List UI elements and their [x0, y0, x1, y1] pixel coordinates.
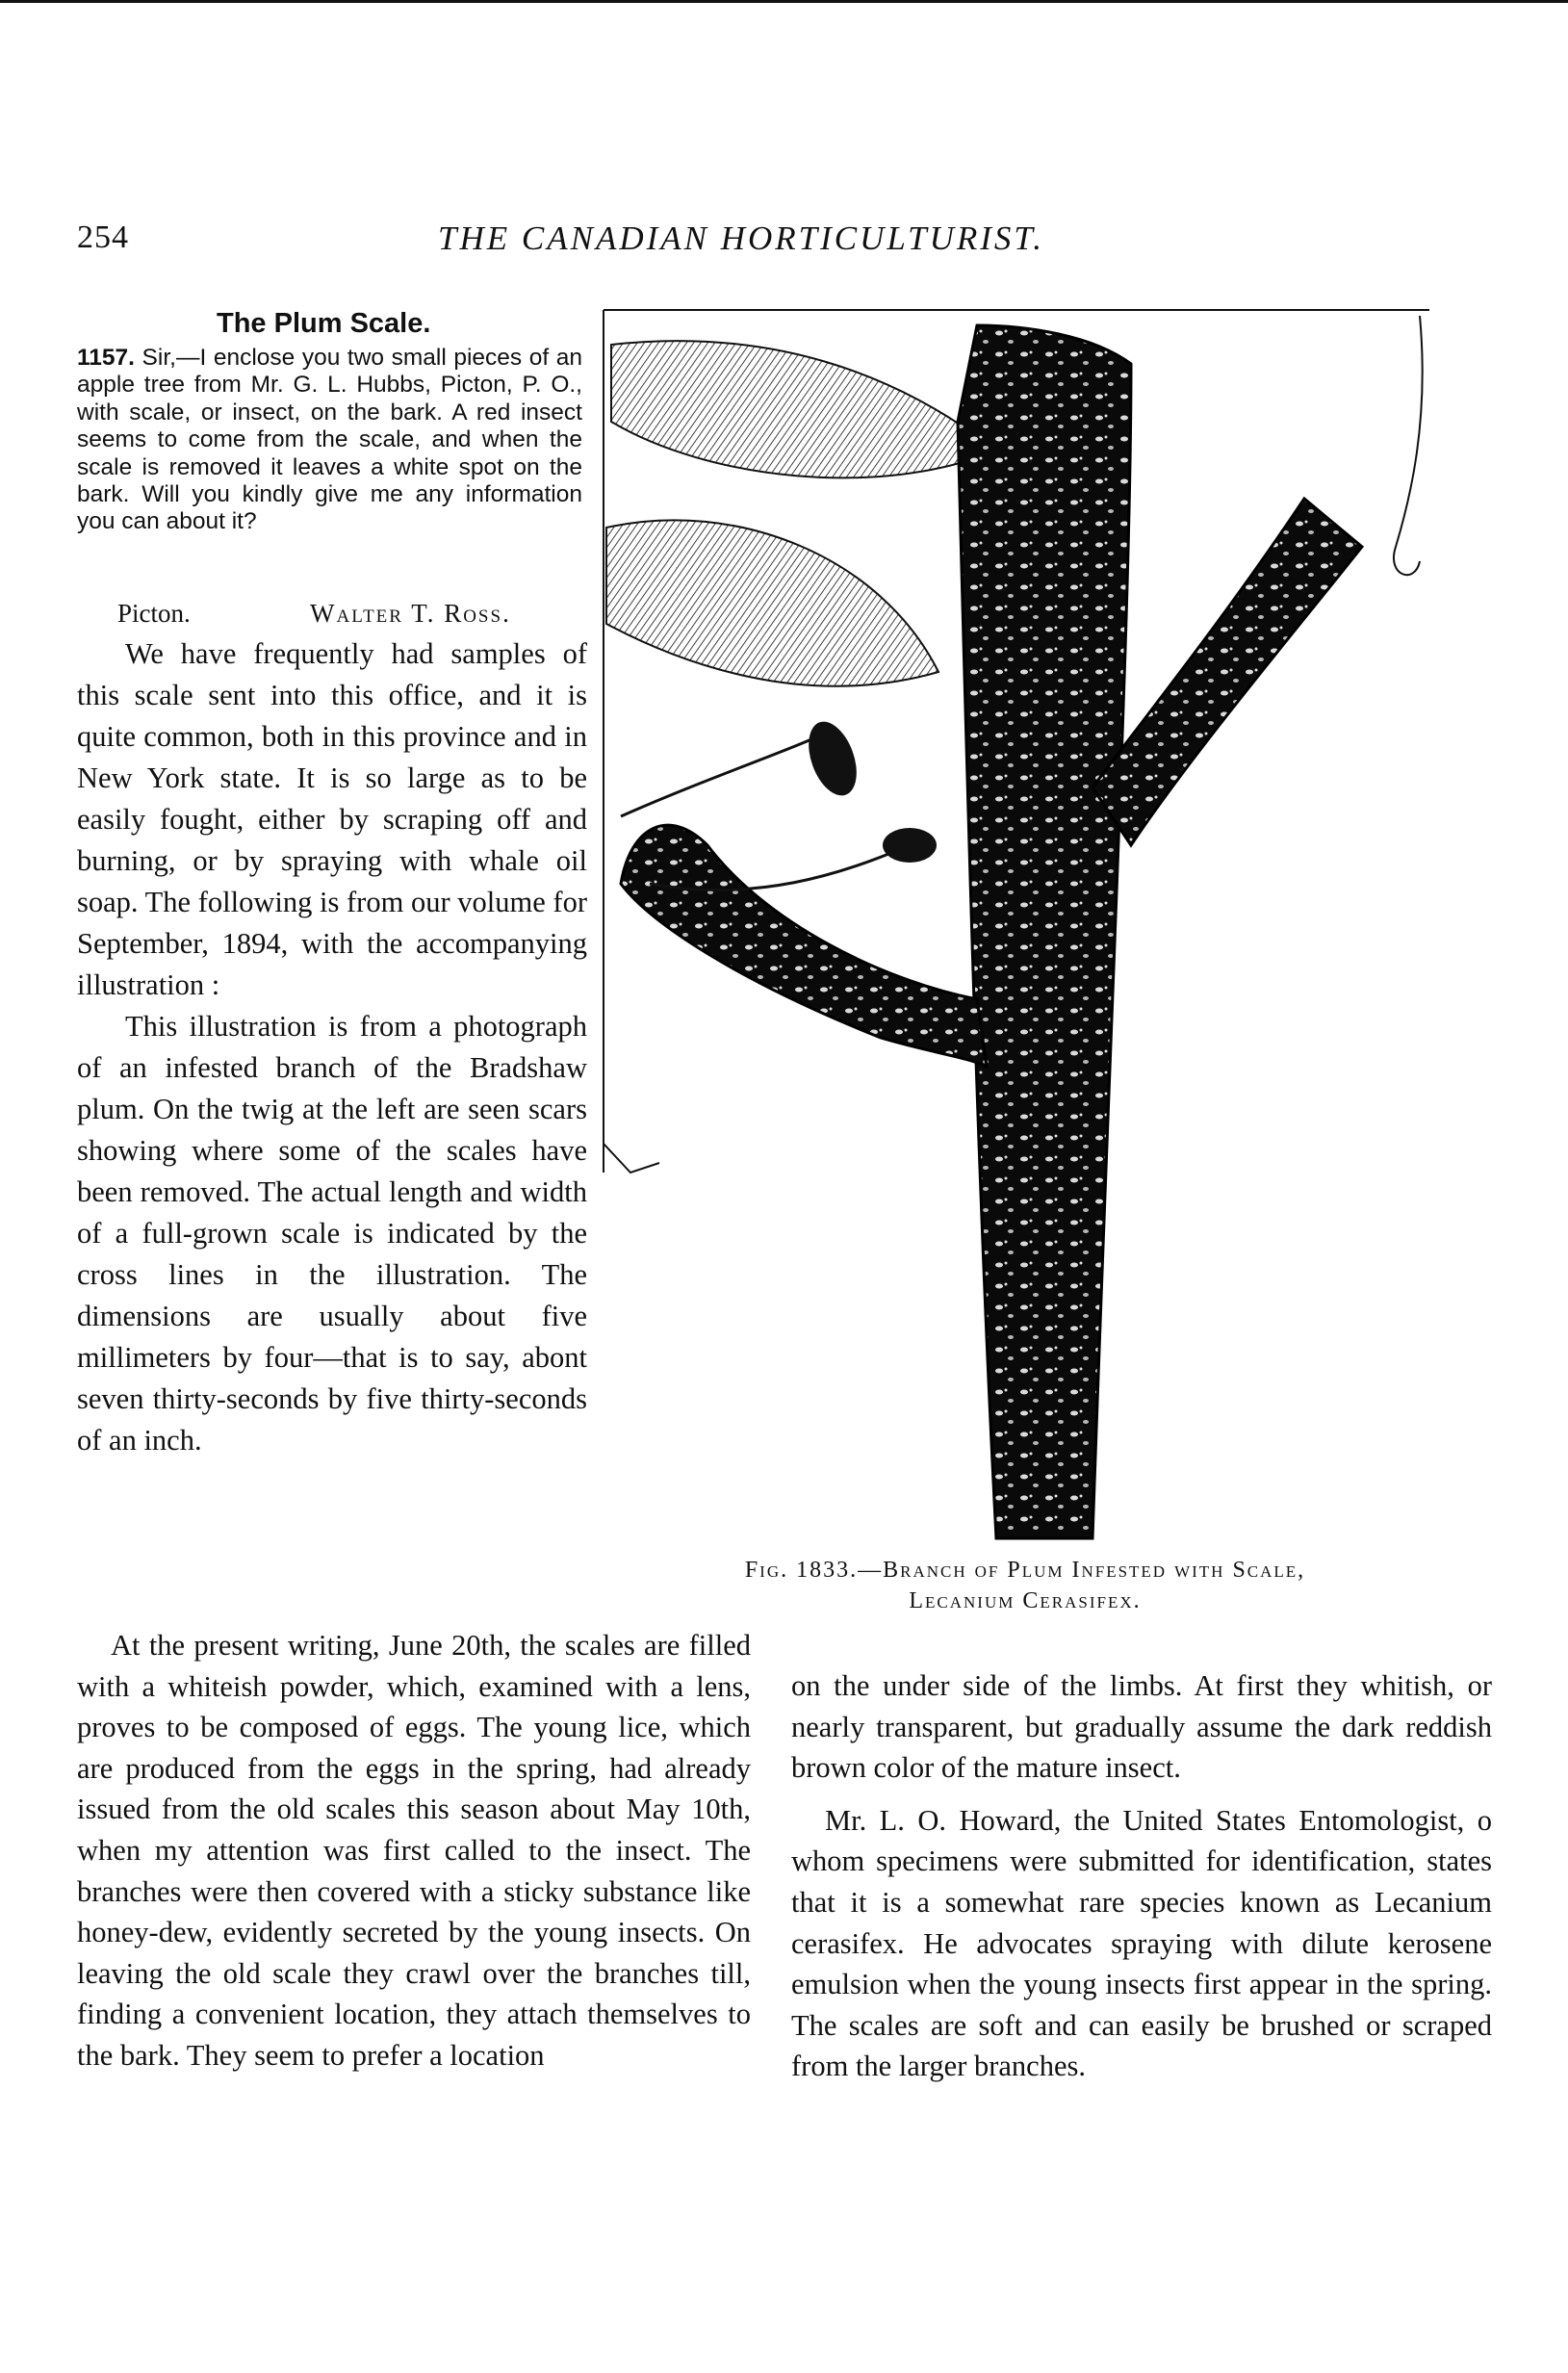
- left-paragraph: At the present writing, June 20th, the scales are filled with a whiteish powder, which, examined with a lens, proves to be composed of eggs. The young lice, which are produced from the eggs in the spring, had already issued from the old scales this season about May 10th, when my attention was first called to the insect. The branches were then covered with a sticky substance like honey-dew, evidently secreted by the young insects. On leaving the old scale they crawl over the branches till, finding a convenient location, they attach themselves to the bark. They seem to prefer a location: [77, 1629, 751, 2072]
- reply-paragraph-2: This illustration is from a photograph of an infested branch of the Bradshaw plum. On the twig at the left are seen scars showing where some of the scales have been removed. The actual length and width of a full-grown scale is indicated by the cross lines in the illustration. The dimensions are usually about five millimeters by four—that is to say, abont seven thirty-seconds by five thirty-seconds of an inch.: [77, 1010, 587, 1457]
- top-edge-rule: [0, 0, 1568, 3]
- branch-trunk: [958, 325, 1131, 1538]
- caption-line-2: Lecanium Cerasifex.: [909, 1588, 1142, 1613]
- reply-narrow-column: [77, 633, 587, 1461]
- right-paragraph-2: Mr. L. O. Howard, the United States Entomologist, o whom specimens were submitted for identification, states that it is a somewhat rare species known as Lecanium cerasifex. He advocates spraying with dilute kerosene emulsion when the young insects first appear in the spring. The scales are soft and can easily be brushed or scraped from the larger branches.: [791, 1803, 1492, 2083]
- caption-line-1: Fig. 1833.—Branch of Plum Infested with Scale,: [744, 1558, 1306, 1583]
- page-header: [0, 219, 1568, 277]
- letter-body: Sir,—I enclose you two small pieces of an apple tree from Mr. G. L. Hubbs, Picton, P. O., with scale, or insect, on the bark. A red insect seems to come from the scale, and when the scale is removed it leaves a white spot on the bark. Will you kindly give me any information you can about it?: [77, 345, 582, 535]
- measure-mark: [604, 1144, 659, 1173]
- bud-stem-1: [621, 730, 833, 816]
- reply-paragraph-1: We have frequently had samples of this scale sent into this office, and it is quite common, both in this province and in New York state. It is so large as to be easily fought, either by scraping off and burning, or by spraying with whale oil soap. The following is from our volume for September, 1894, with the accompanying illustration :: [77, 637, 587, 1001]
- signature-name: Walter T. Ross.: [310, 599, 511, 628]
- right-column: [791, 1665, 1492, 2087]
- right-paragraph-1: on the under side of the limbs. At first they whitish, or nearly transparent, but gradually assume the dark reddish brown color of the mature insect.: [791, 1669, 1492, 1785]
- page-number: 254: [77, 219, 129, 255]
- left-column: [77, 1625, 751, 2076]
- tendril: [1394, 316, 1423, 575]
- plum-branch-illustration: [592, 306, 1434, 1548]
- figure-caption: [616, 1555, 1434, 1616]
- leaf-lower: [606, 520, 938, 685]
- letter-number: 1157.: [77, 345, 135, 371]
- article-title: The Plum Scale.: [217, 308, 431, 339]
- left-twig: [621, 825, 987, 1067]
- letter-paragraph: [77, 345, 582, 536]
- leaf-upper: [611, 341, 996, 477]
- branch-fork: [1092, 499, 1362, 845]
- bud-1: [800, 715, 866, 802]
- reader-letter: [77, 345, 582, 536]
- running-title: THE CANADIAN HORTICULTURIST.: [438, 219, 1045, 257]
- signature-place: Picton.: [117, 599, 191, 628]
